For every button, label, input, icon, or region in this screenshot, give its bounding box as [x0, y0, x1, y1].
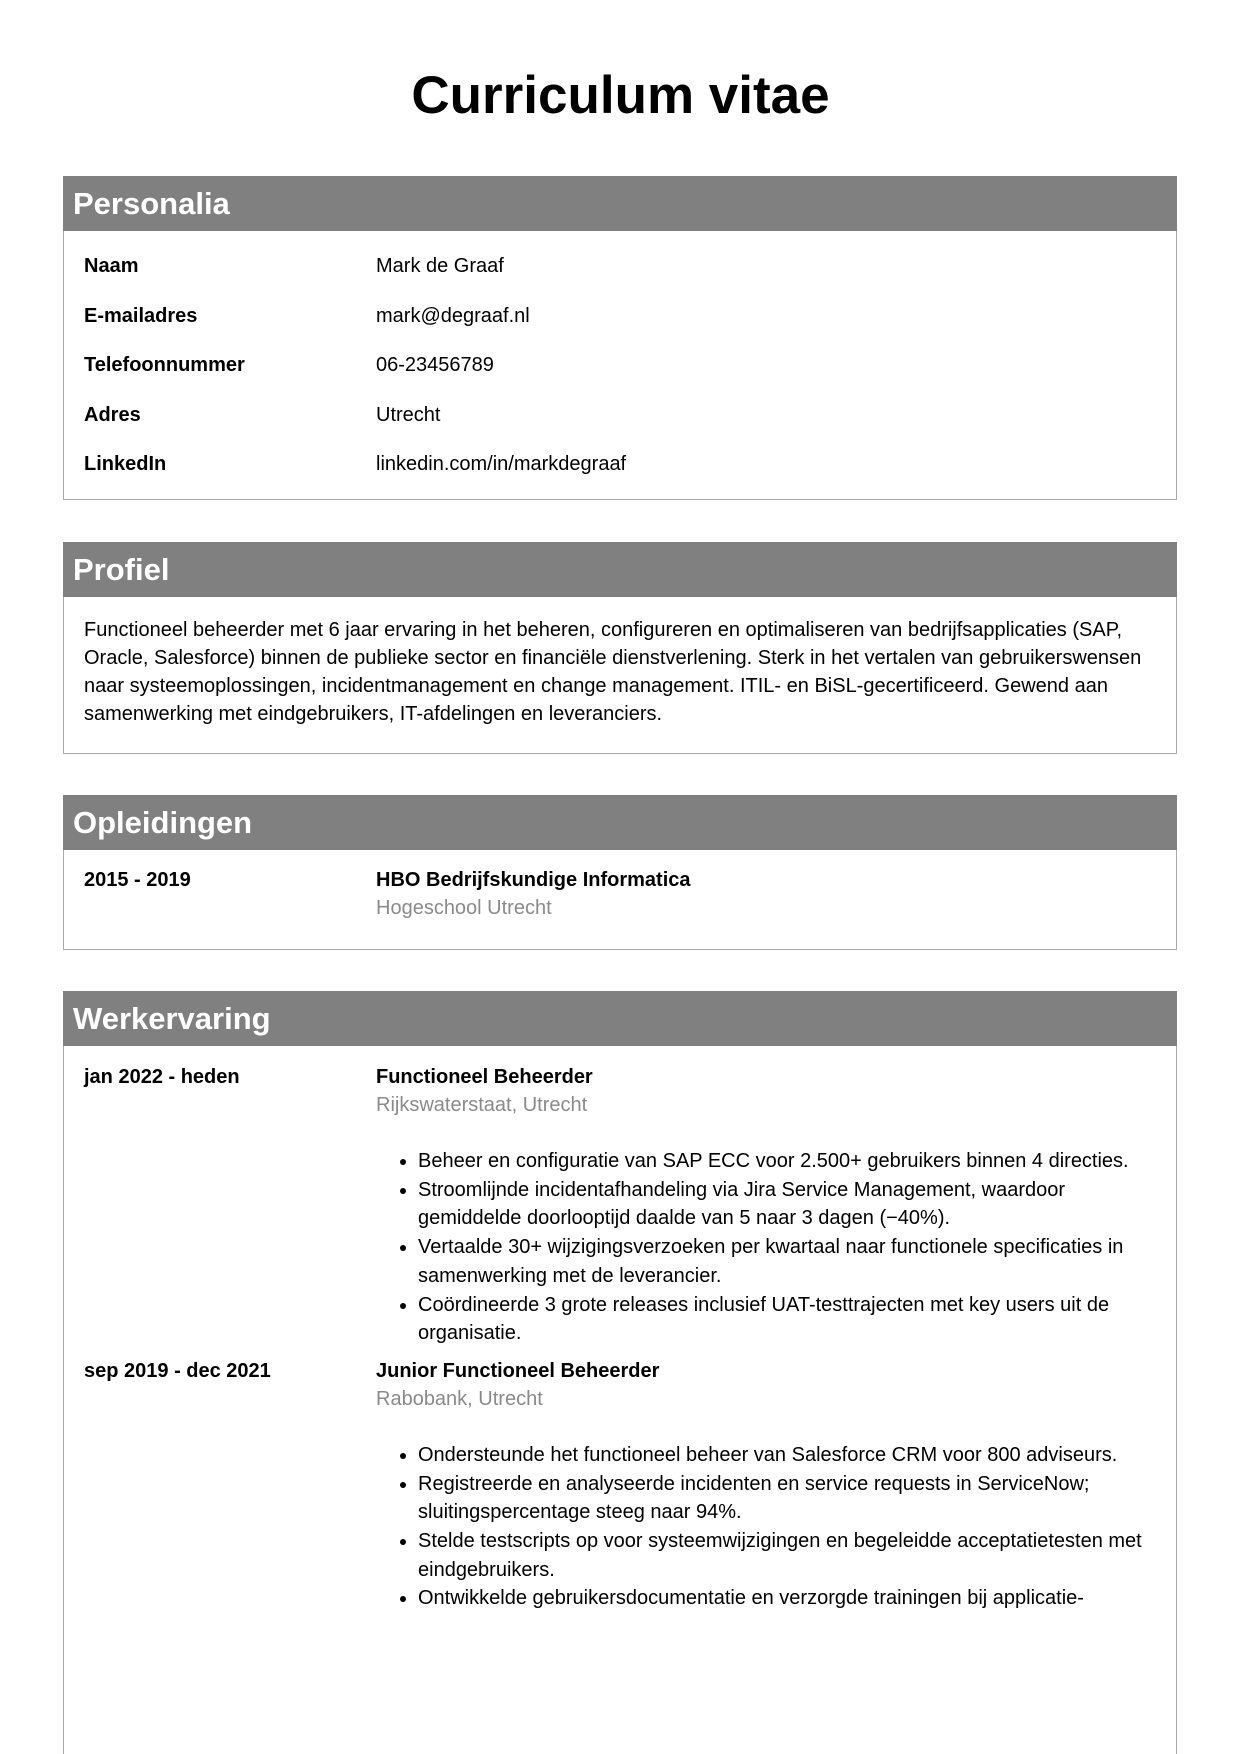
personalia-heading: Personalia [63, 176, 1177, 231]
list-item: • Registreerde en analyseerde incidenten en service requests in ServiceNow; sluitingspercentage steeg naar 94%. [418, 1470, 1156, 1527]
job-title: Functioneel Beheerder [376, 1066, 593, 1088]
field-label: Adres [84, 403, 141, 426]
employer: Rabobank, Utrecht [376, 1387, 543, 1410]
list-item: • Stroomlijnde incidentafhandeling via Jira Service Management, waardoor gemiddelde doorlooptijd daalde van 5 naar 3 dagen (−40%). [418, 1176, 1156, 1233]
job-title: Junior Functioneel Beheerder [376, 1359, 660, 1382]
field-value: Mark de Graaf [376, 255, 504, 277]
field-label: LinkedIn [84, 453, 167, 475]
personalia-row-adres [64, 391, 1176, 441]
page-title: Curriculum vitae [411, 66, 830, 125]
list-item: • Stelde testscripts op voor systeemwijzigingen en begeleidde acceptatietesten met eindgebruikers. [418, 1527, 1156, 1584]
list-item: • Beheer en configuratie van SAP ECC voor 2.500+ gebruikers binnen 4 directies. [418, 1147, 1156, 1176]
field-label: E-mailadres [84, 304, 198, 327]
work-period: sep 2019 - dec 2021 [84, 1359, 271, 1382]
personalia-row-email [64, 292, 1176, 342]
list-item: • Ontwikkelde gebruikersdocumentatie en verzorgde trainingen bij applicatie- [418, 1584, 1156, 1613]
work-body [376, 1063, 1176, 1348]
education-body [376, 866, 1176, 922]
list-item: • Ondersteunde het functioneel beheer van Salesforce CRM voor 800 adviseurs. [418, 1441, 1156, 1470]
work-entry [64, 1046, 1176, 1348]
personalia-row-linkedin [64, 440, 1176, 490]
personalia-section [63, 176, 1177, 500]
education-period: 2015 - 2019 [84, 869, 191, 891]
profiel-section [63, 542, 1177, 754]
personalia-row-naam [64, 242, 1176, 292]
field-label: Naam [84, 255, 139, 277]
field-value: mark@degraaf.nl [376, 304, 530, 327]
achievement-list [376, 1441, 1156, 1613]
field-label: Telefoonnummer [84, 354, 245, 376]
employer: Rijkswaterstaat, Utrecht [376, 1094, 588, 1116]
profile-text: Functioneel beheerder met 6 jaar ervaring in het beheren, configureren en optimaliseren van bedrijfsapplicaties (SAP, Oracle, Salesforce) binnen de publieke sector en financiële dienstverlening. Sterk in het vertalen van gebruikerswensen naar systeemoplossingen, incidentmanagement en change management. ITIL- en BiSL-gecertificeerd. Gewend aan samenwerking met eindgebruikers, IT-afdelingen en leveranciers. [84, 619, 1142, 725]
work-body [376, 1357, 1176, 1613]
education-title: HBO Bedrijfskundige Informatica [376, 869, 691, 891]
education-institution: Hogeschool Utrecht [376, 897, 552, 919]
education-entry [64, 850, 1176, 922]
work-period: jan 2022 - heden [84, 1066, 240, 1088]
opleidingen-heading: Opleidingen [63, 795, 1177, 850]
field-value: 06-23456789 [376, 354, 494, 376]
werkervaring-section [63, 991, 1177, 1754]
list-item: • Vertaalde 30+ wijzigingsverzoeken per kwartaal naar functionele specificaties in samenwerking met de leverancier. [418, 1233, 1156, 1290]
field-value: Utrecht [376, 403, 441, 426]
werkervaring-heading: Werkervaring [63, 991, 1177, 1046]
achievement-list [376, 1147, 1156, 1348]
work-entry [64, 1348, 1176, 1613]
opleidingen-section [63, 795, 1177, 950]
personalia-row-telefoon [64, 341, 1176, 391]
list-item: • Coördineerde 3 grote releases inclusief UAT-testtrajecten met key users uit de organisatie. [418, 1291, 1156, 1348]
field-value: linkedin.com/in/markdegraaf [376, 453, 627, 475]
profiel-heading: Profiel [63, 542, 1177, 597]
personalia-list [64, 231, 1176, 490]
